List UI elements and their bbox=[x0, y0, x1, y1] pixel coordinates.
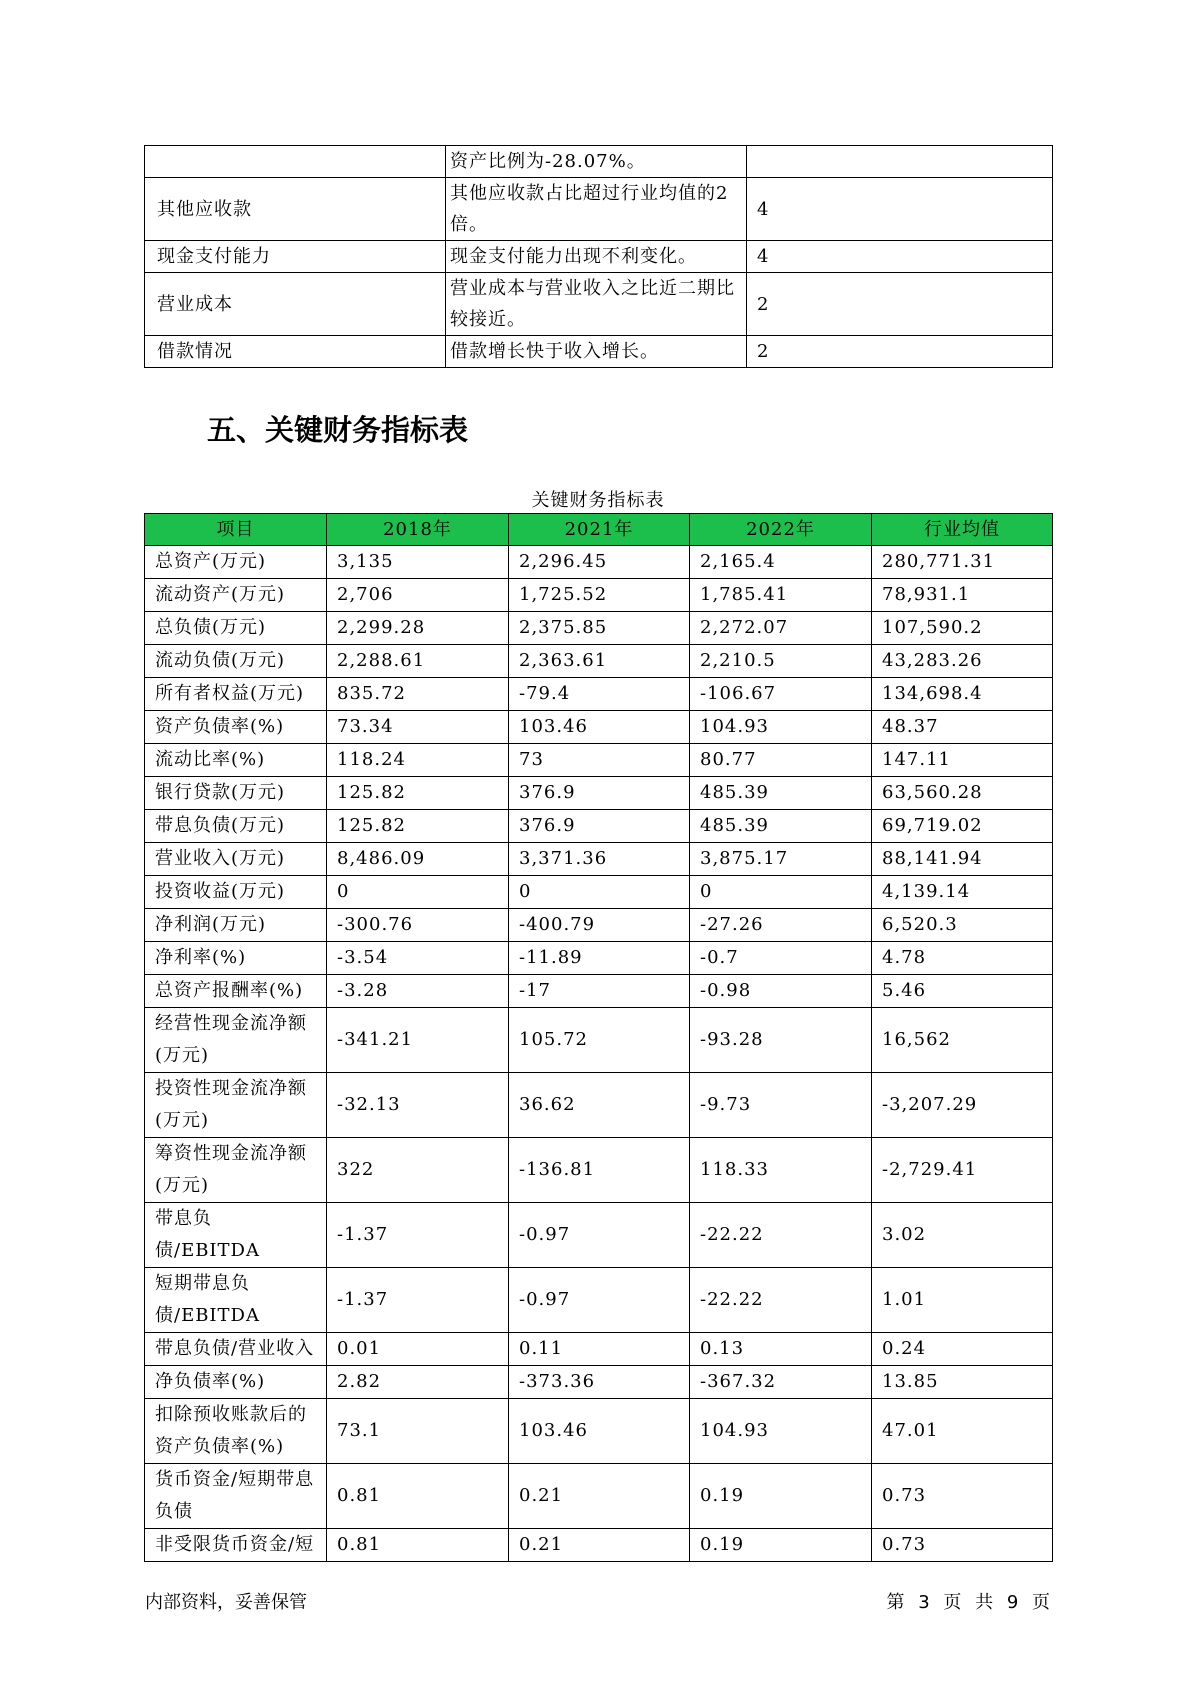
indicator-value: 3.02 bbox=[872, 1203, 1053, 1268]
indicator-value: 0 bbox=[509, 876, 690, 909]
indicator-value: -1.37 bbox=[327, 1203, 509, 1268]
indicator-name: 总负债(万元) bbox=[145, 612, 327, 645]
indicator-name: 净利润(万元) bbox=[145, 909, 327, 942]
indicator-name: 总资产(万元) bbox=[145, 546, 327, 579]
indicator-name: 净利率(%) bbox=[145, 942, 327, 975]
table-row bbox=[145, 1008, 1053, 1073]
indicator-value: 147.11 bbox=[872, 744, 1053, 777]
risk-item: 现金支付能力 bbox=[145, 241, 446, 273]
table-row bbox=[145, 1464, 1053, 1529]
indicator-value: 485.39 bbox=[690, 810, 872, 843]
table-row bbox=[145, 1138, 1053, 1203]
table-row bbox=[145, 843, 1053, 876]
indicator-value: -9.73 bbox=[690, 1073, 872, 1138]
indicator-value: 105.72 bbox=[509, 1008, 690, 1073]
indicator-value: 0.13 bbox=[690, 1333, 872, 1366]
risk-score: 4 bbox=[747, 241, 1053, 273]
indicator-name: 投资收益(万元) bbox=[145, 876, 327, 909]
indicator-value: 3,875.17 bbox=[690, 843, 872, 876]
table-row bbox=[145, 1073, 1053, 1138]
indicator-value: 134,698.4 bbox=[872, 678, 1053, 711]
table-row bbox=[145, 1203, 1053, 1268]
indicator-value: 322 bbox=[327, 1138, 509, 1203]
indicator-value: 73 bbox=[509, 744, 690, 777]
indicator-value: 78,931.1 bbox=[872, 579, 1053, 612]
table-row bbox=[145, 336, 1053, 368]
indicator-value: 1,725.52 bbox=[509, 579, 690, 612]
indicator-value: 0.73 bbox=[872, 1464, 1053, 1529]
indicator-value: -2,729.41 bbox=[872, 1138, 1053, 1203]
table-row bbox=[145, 146, 1053, 178]
indicator-value: -22.22 bbox=[690, 1268, 872, 1333]
indicator-value: 125.82 bbox=[327, 810, 509, 843]
indicator-value: 2,375.85 bbox=[509, 612, 690, 645]
indicator-name: 净负债率(%) bbox=[145, 1366, 327, 1399]
indicator-value: -22.22 bbox=[690, 1203, 872, 1268]
indicator-value: -0.7 bbox=[690, 942, 872, 975]
indicator-value: 125.82 bbox=[327, 777, 509, 810]
indicator-name: 扣除预收账款后的资产负债率(%) bbox=[145, 1399, 327, 1464]
risk-item: 借款情况 bbox=[145, 336, 446, 368]
indicator-value: 0.21 bbox=[509, 1464, 690, 1529]
indicator-value: 0.24 bbox=[872, 1333, 1053, 1366]
indicator-value: 13.85 bbox=[872, 1366, 1053, 1399]
indicator-value: -0.98 bbox=[690, 975, 872, 1008]
indicator-value: -106.67 bbox=[690, 678, 872, 711]
indicator-name: 带息负债/EBITDA bbox=[145, 1203, 327, 1268]
risk-item: 其他应收款 bbox=[145, 178, 446, 241]
indicator-value: 73.34 bbox=[327, 711, 509, 744]
indicator-value: -3,207.29 bbox=[872, 1073, 1053, 1138]
risk-score bbox=[747, 146, 1053, 178]
indicator-value: 4.78 bbox=[872, 942, 1053, 975]
indicator-value: 0.11 bbox=[509, 1333, 690, 1366]
indicator-name: 流动资产(万元) bbox=[145, 579, 327, 612]
indicator-name: 非受限货币资金/短 bbox=[145, 1529, 327, 1562]
column-header: 2018年 bbox=[327, 514, 509, 546]
table-caption: 关键财务指标表 bbox=[531, 490, 665, 511]
indicator-name: 货币资金/短期带息负债 bbox=[145, 1464, 327, 1529]
table-row bbox=[145, 1333, 1053, 1366]
indicator-value: 103.46 bbox=[509, 1399, 690, 1464]
risk-table bbox=[144, 145, 1053, 368]
table-row bbox=[145, 178, 1053, 241]
footer-page-number: 第 3 页 共 9 页 bbox=[886, 1592, 1050, 1613]
table-row bbox=[145, 744, 1053, 777]
indicator-value: 2,272.07 bbox=[690, 612, 872, 645]
footer-confidential-note: 内部资料，妥善保管 bbox=[145, 1592, 307, 1613]
indicator-value: 280,771.31 bbox=[872, 546, 1053, 579]
indicator-name: 银行贷款(万元) bbox=[145, 777, 327, 810]
indicator-value: 2,363.61 bbox=[509, 645, 690, 678]
indicator-value: -400.79 bbox=[509, 909, 690, 942]
indicator-name: 资产负债率(%) bbox=[145, 711, 327, 744]
indicator-name: 带息负债/营业收入 bbox=[145, 1333, 327, 1366]
indicator-value: 103.46 bbox=[509, 711, 690, 744]
indicator-value: 36.62 bbox=[509, 1073, 690, 1138]
indicator-value: 2,299.28 bbox=[327, 612, 509, 645]
risk-score: 2 bbox=[747, 273, 1053, 336]
indicator-value: 0.73 bbox=[872, 1529, 1053, 1562]
indicator-value: -17 bbox=[509, 975, 690, 1008]
indicator-value: 63,560.28 bbox=[872, 777, 1053, 810]
indicator-value: 8,486.09 bbox=[327, 843, 509, 876]
column-header: 2022年 bbox=[690, 514, 872, 546]
indicator-value: 376.9 bbox=[509, 777, 690, 810]
table-row bbox=[145, 241, 1053, 273]
indicator-value: 69,719.02 bbox=[872, 810, 1053, 843]
indicator-value: 4,139.14 bbox=[872, 876, 1053, 909]
indicator-value: 0.19 bbox=[690, 1464, 872, 1529]
indicator-value: -27.26 bbox=[690, 909, 872, 942]
table-row bbox=[145, 810, 1053, 843]
indicator-value: -0.97 bbox=[509, 1268, 690, 1333]
column-header: 项目 bbox=[145, 514, 327, 546]
table-row bbox=[145, 645, 1053, 678]
indicator-value: 835.72 bbox=[327, 678, 509, 711]
indicator-value: -373.36 bbox=[509, 1366, 690, 1399]
indicator-value: 0.81 bbox=[327, 1529, 509, 1562]
table-row bbox=[145, 273, 1053, 336]
indicator-value: 5.46 bbox=[872, 975, 1053, 1008]
table-row bbox=[145, 942, 1053, 975]
risk-desc: 其他应收款占比超过行业均值的2倍。 bbox=[446, 178, 747, 241]
table-row bbox=[145, 876, 1053, 909]
indicator-name: 带息负债(万元) bbox=[145, 810, 327, 843]
indicator-value: -300.76 bbox=[327, 909, 509, 942]
table-row bbox=[145, 1399, 1053, 1464]
indicator-name: 短期带息负债/EBITDA bbox=[145, 1268, 327, 1333]
indicator-value: 118.24 bbox=[327, 744, 509, 777]
column-header: 2021年 bbox=[509, 514, 690, 546]
indicator-value: 0.21 bbox=[509, 1529, 690, 1562]
indicator-name: 经营性现金流净额(万元) bbox=[145, 1008, 327, 1073]
indicator-value: -3.54 bbox=[327, 942, 509, 975]
indicator-value: 43,283.26 bbox=[872, 645, 1053, 678]
risk-score: 2 bbox=[747, 336, 1053, 368]
indicator-value: 3,371.36 bbox=[509, 843, 690, 876]
indicator-value: 0.81 bbox=[327, 1464, 509, 1529]
indicator-value: 376.9 bbox=[509, 810, 690, 843]
indicator-value: 6,520.3 bbox=[872, 909, 1053, 942]
indicator-value: -341.21 bbox=[327, 1008, 509, 1073]
indicator-value: 2,165.4 bbox=[690, 546, 872, 579]
risk-item: 营业成本 bbox=[145, 273, 446, 336]
indicator-value: -0.97 bbox=[509, 1203, 690, 1268]
indicator-value: 1,785.41 bbox=[690, 579, 872, 612]
risk-item bbox=[145, 146, 446, 178]
table-row bbox=[145, 612, 1053, 645]
indicator-value: 16,562 bbox=[872, 1008, 1053, 1073]
indicator-value: -79.4 bbox=[509, 678, 690, 711]
table-row bbox=[145, 909, 1053, 942]
indicator-value: 107,590.2 bbox=[872, 612, 1053, 645]
indicator-value: 2,706 bbox=[327, 579, 509, 612]
indicator-value: 2,210.5 bbox=[690, 645, 872, 678]
table-row bbox=[145, 777, 1053, 810]
indicator-value: 0.01 bbox=[327, 1333, 509, 1366]
indicator-value: 88,141.94 bbox=[872, 843, 1053, 876]
indicator-name: 流动负债(万元) bbox=[145, 645, 327, 678]
indicator-value: -367.32 bbox=[690, 1366, 872, 1399]
indicator-value: 73.1 bbox=[327, 1399, 509, 1464]
risk-desc: 借款增长快于收入增长。 bbox=[446, 336, 747, 368]
column-header: 行业均值 bbox=[872, 514, 1053, 546]
indicator-value: -1.37 bbox=[327, 1268, 509, 1333]
indicator-name: 筹资性现金流净额(万元) bbox=[145, 1138, 327, 1203]
table-row bbox=[145, 1268, 1053, 1333]
table-row bbox=[145, 678, 1053, 711]
table-row bbox=[145, 546, 1053, 579]
indicator-value: 80.77 bbox=[690, 744, 872, 777]
indicator-name: 流动比率(%) bbox=[145, 744, 327, 777]
indicator-value: 2.82 bbox=[327, 1366, 509, 1399]
indicator-value: -93.28 bbox=[690, 1008, 872, 1073]
risk-desc: 营业成本与营业收入之比近二期比较接近。 bbox=[446, 273, 747, 336]
indicator-value: 118.33 bbox=[690, 1138, 872, 1203]
indicator-value: 1.01 bbox=[872, 1268, 1053, 1333]
indicator-name: 所有者权益(万元) bbox=[145, 678, 327, 711]
indicator-value: 0 bbox=[690, 876, 872, 909]
indicator-value: -11.89 bbox=[509, 942, 690, 975]
indicator-value: 3,135 bbox=[327, 546, 509, 579]
table-row bbox=[145, 1529, 1053, 1562]
indicator-value: -32.13 bbox=[327, 1073, 509, 1138]
indicator-value: -136.81 bbox=[509, 1138, 690, 1203]
indicator-value: 485.39 bbox=[690, 777, 872, 810]
indicator-value: 0.19 bbox=[690, 1529, 872, 1562]
indicator-value: 104.93 bbox=[690, 711, 872, 744]
indicator-value: -3.28 bbox=[327, 975, 509, 1008]
table-row bbox=[145, 1366, 1053, 1399]
indicator-value: 2,296.45 bbox=[509, 546, 690, 579]
section-heading: 五、关键财务指标表 bbox=[207, 413, 469, 447]
risk-desc: 资产比例为-28.07%。 bbox=[446, 146, 747, 178]
indicator-value: 2,288.61 bbox=[327, 645, 509, 678]
kpi-table bbox=[144, 513, 1053, 1562]
table-header-row bbox=[145, 514, 1053, 546]
indicator-value: 0 bbox=[327, 876, 509, 909]
indicator-name: 营业收入(万元) bbox=[145, 843, 327, 876]
indicator-value: 104.93 bbox=[690, 1399, 872, 1464]
risk-desc: 现金支付能力出现不利变化。 bbox=[446, 241, 747, 273]
risk-score: 4 bbox=[747, 178, 1053, 241]
indicator-name: 投资性现金流净额(万元) bbox=[145, 1073, 327, 1138]
indicator-value: 47.01 bbox=[872, 1399, 1053, 1464]
table-row bbox=[145, 711, 1053, 744]
table-row bbox=[145, 579, 1053, 612]
indicator-value: 48.37 bbox=[872, 711, 1053, 744]
indicator-name: 总资产报酬率(%) bbox=[145, 975, 327, 1008]
table-row bbox=[145, 975, 1053, 1008]
